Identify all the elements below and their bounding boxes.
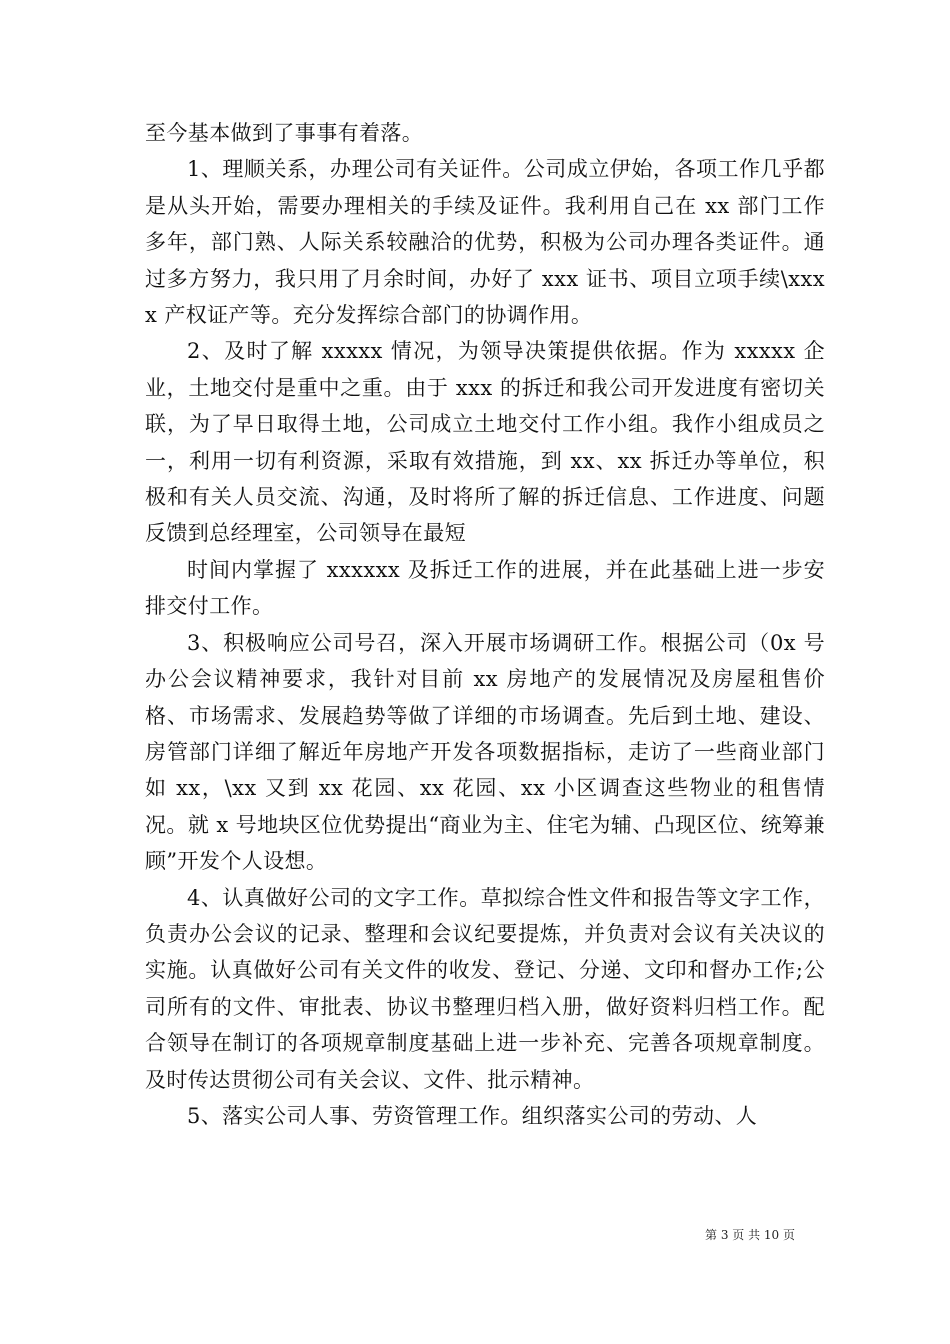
paragraph-item-2: 2、及时了解 xxxxx 情况，为领导决策提供依据。作为 xxxxx 企业，土地交付是重中之重。由于 xxx 的拆迁和我公司开发进度有密切关联，为了早日取得土地，公司成立土地交付工作小组。我作小组成员之一，利用一切有利资源，采取有效措施，到 xx、xx 拆迁办等单位，积极和有关人员交流、沟通，及时将所了解的拆迁信息、工作进度、问题反馈到总经理室，公司领导在最短 [145, 339, 825, 546]
paragraph-item-2-continued: 时间内掌握了 xxxxxx 及拆迁工作的进展，并在此基础上进一步安排交付工作。 [145, 557, 825, 619]
paragraph-continuation: 至今基本做到了事事有着落。 [145, 121, 424, 145]
paragraph-item-3: 3、积极响应公司号召，深入开展市场调研工作。根据公司（0x 号办公会议精神要求，我针对目前 xx 房地产的发展情况及房屋租售价格、市场需求、发展趋势等做了详细的市场调查。先后到土地、建设、房管部门详细了解近年房地产开发各项数据指标，走访了一些商业部门如 xx，\xx 又到 xx 花园、xx 花园、xx 小区调查这些物业的租售情况。就 x 号地块区位优势提出“商业为主、住宅为辅、凸现区位、统筹兼顾”开发个人设想。 [145, 630, 825, 874]
page-number-footer: 第 3 页 共 10 页 [705, 1228, 795, 1242]
paragraph-item-5: 5、落实公司人事、劳资管理工作。组织落实公司的劳动、人 [187, 1103, 758, 1128]
document-body [145, 115, 825, 1134]
paragraph-item-4: 4、认真做好公司的文字工作。草拟综合性文件和报告等文字工作，负责办公会议的记录、整理和会议纪要提炼，并负责对会议有关决议的实施。认真做好公司有关文件的收发、登记、分递、文印和督办工作;公司所有的文件、审批表、协议书整理归档入册，做好资料归档工作。配合领导在制订的各项规章制度基础上进一步补充、完善各项规章制度。及时传达贯彻公司有关会议、文件、批示精神。 [145, 885, 825, 1092]
paragraph-item-1: 1、理顺关系，办理公司有关证件。公司成立伊始，各项工作几乎都是从头开始，需要办理相关的手续及证件。我利用自己在 xx 部门工作多年，部门熟、人际关系较融洽的优势，积极为公司办理各类证件。通过多方努力，我只用了月余时间，办好了 xxx 证书、项目立项手续\xxxx 产权证产等。充分发挥综合部门的协调作用。 [145, 157, 825, 328]
